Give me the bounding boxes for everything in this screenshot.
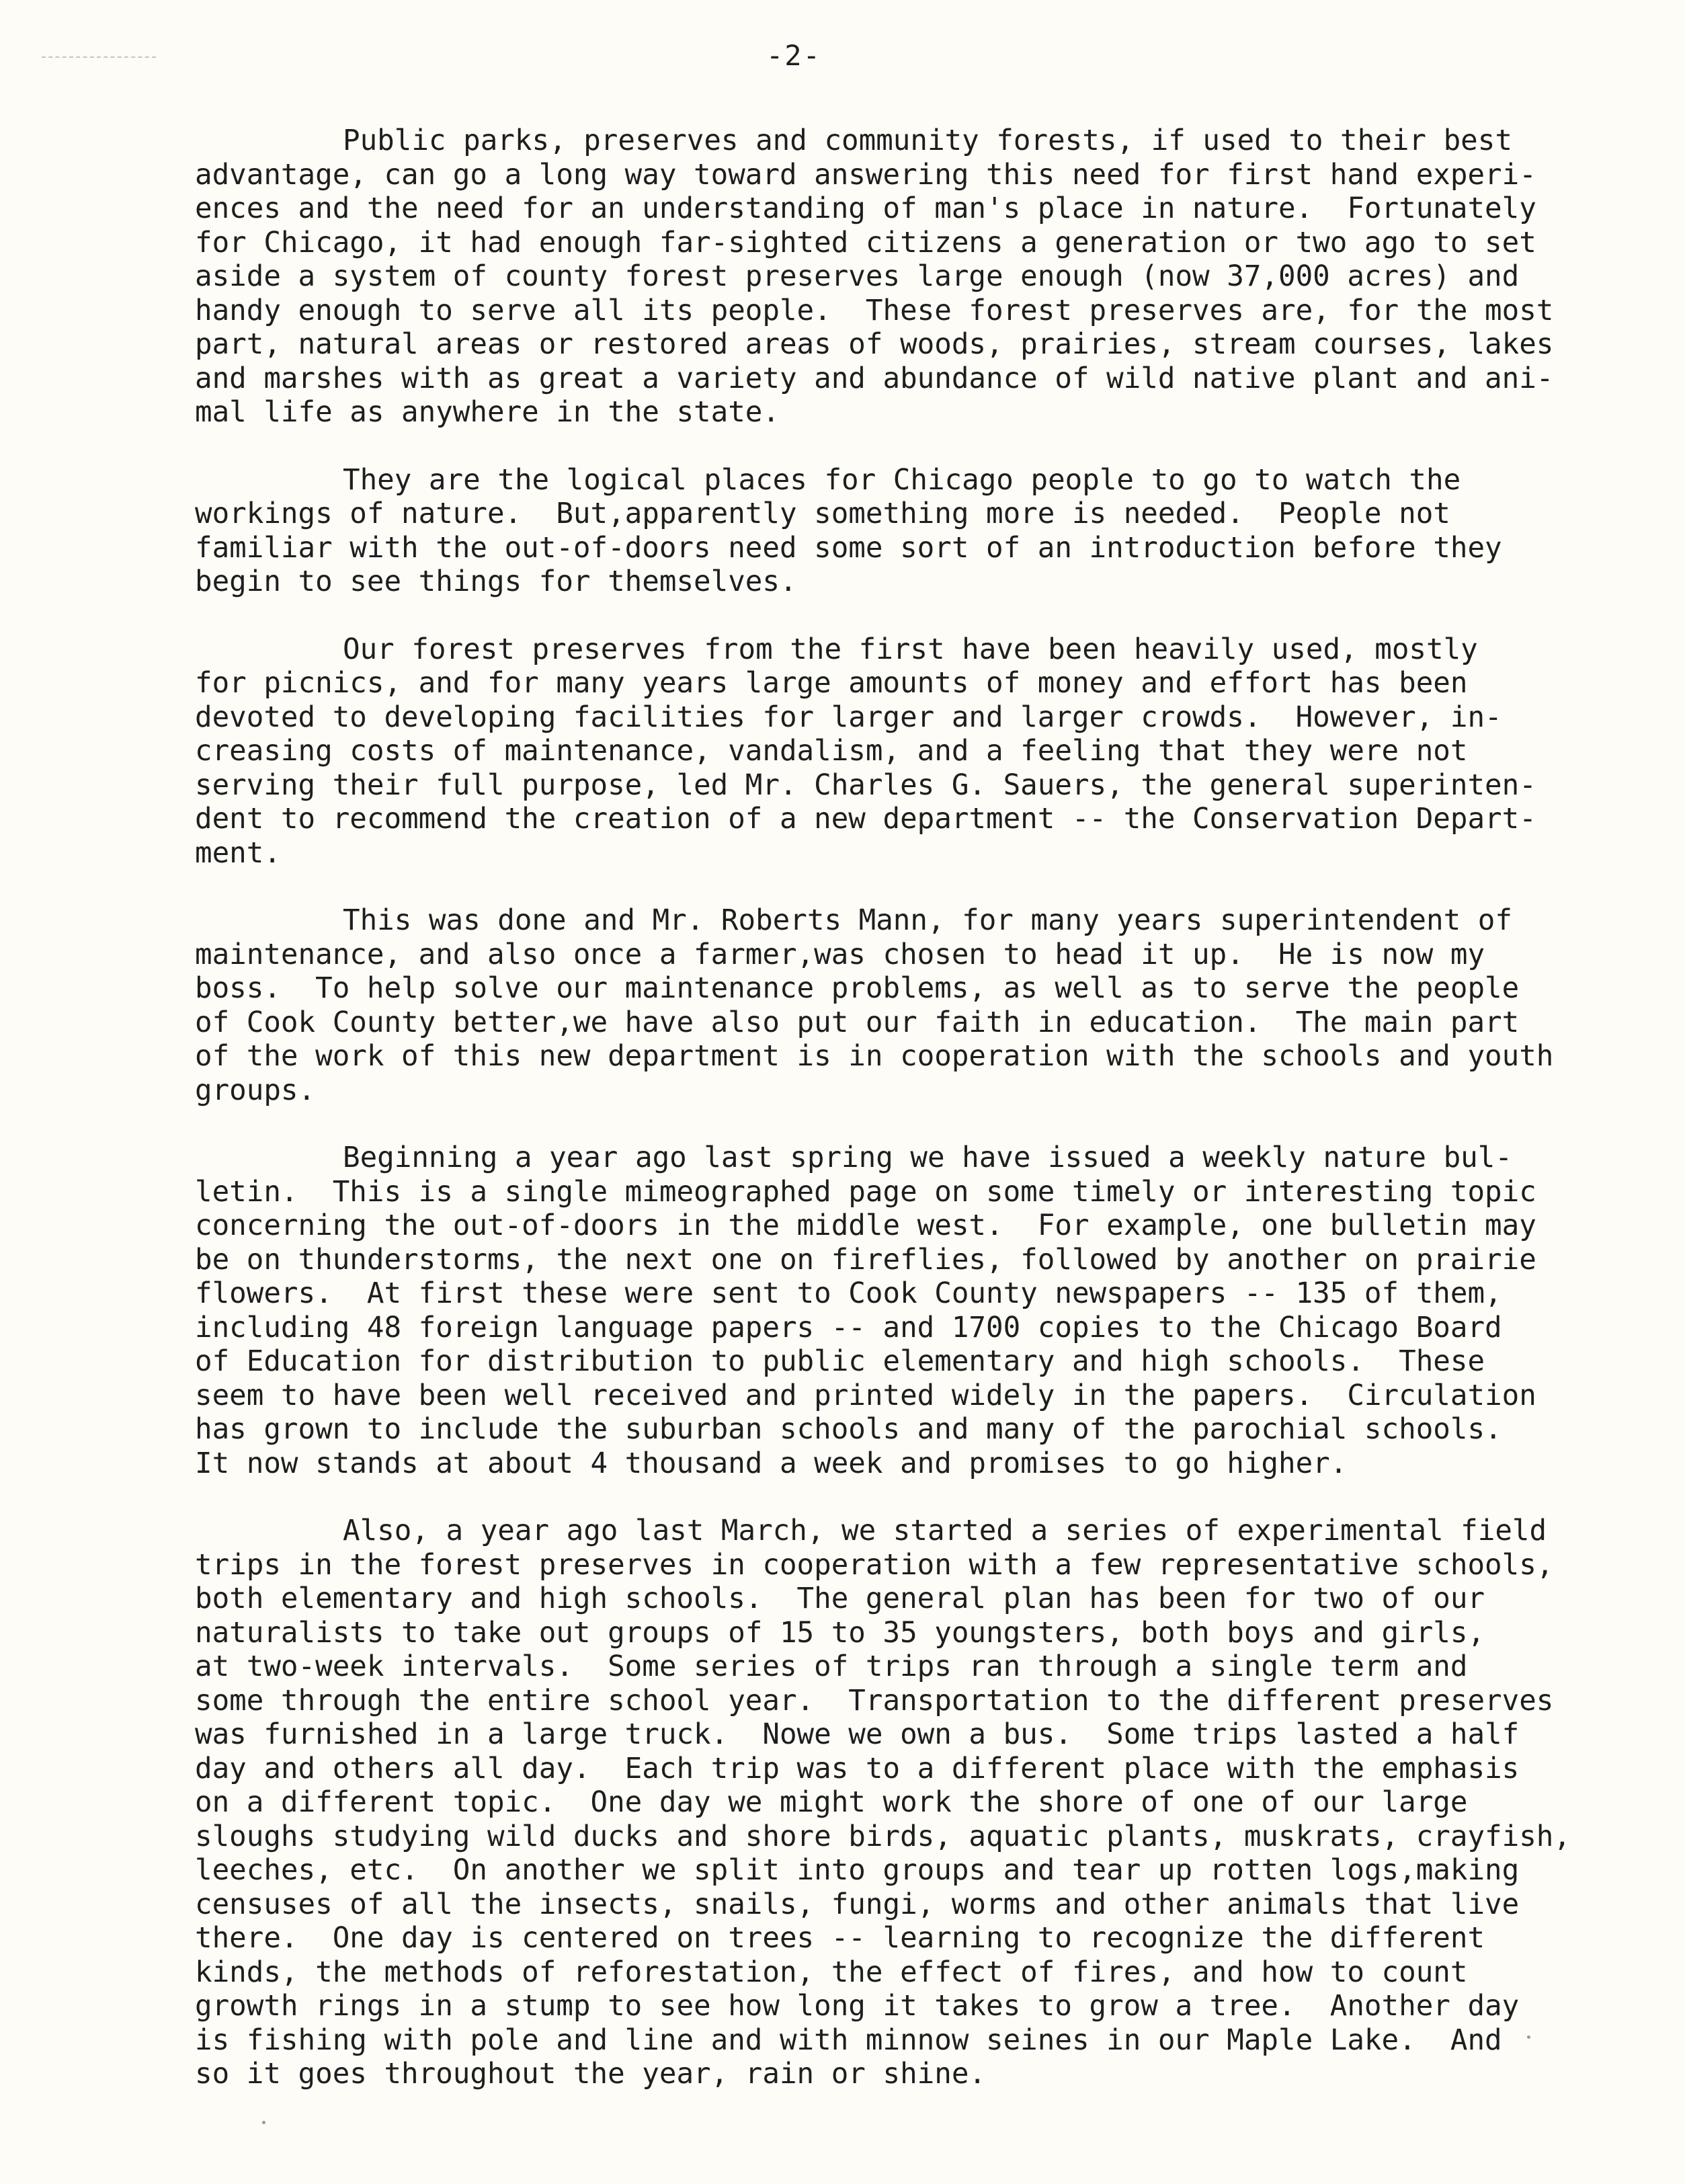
text-line: letin. This is a single mimeographed page on some timely or interesting topic: [195, 1175, 1536, 1209]
scan-smudge-mark: [42, 56, 156, 58]
text-line: sloughs studying wild ducks and shore birds, aquatic plants, muskrats, crayfish,: [195, 1820, 1571, 1853]
text-line: It now stands at about 4 thousand a week and promises to go higher.: [195, 1447, 1348, 1480]
text-line: be on thunderstorms, the next one on fireflies, followed by another on prairie: [195, 1243, 1536, 1277]
text-line: ment.: [195, 836, 281, 870]
text-line: for Chicago, it had enough far-sighted citizens a generation or two ago to set: [195, 226, 1536, 259]
paragraph-3: [195, 633, 1559, 871]
paragraph-2: [195, 464, 1559, 600]
text-line: Our forest preserves from the first have been heavily used, mostly: [343, 633, 1478, 666]
text-line: dent to recommend the creation of a new department -- the Conservation Depart-: [195, 803, 1536, 836]
text-line: on a different topic. One day we might work the shore of one of our large: [195, 1786, 1468, 1819]
paragraph-4: [195, 904, 1559, 1108]
text-line: This was done and Mr. Roberts Mann, for many years superintendent of: [343, 904, 1512, 937]
text-line: mal life as anywhere in the state.: [195, 396, 780, 429]
text-line: They are the logical places for Chicago people to go to watch the: [343, 463, 1461, 497]
text-line: aside a system of county forest preserves large enough (now 37,000 acres) and: [195, 260, 1520, 293]
text-line: naturalists to take out groups of 15 to 35 youngsters, both boys and girls,: [195, 1616, 1485, 1650]
text-line: so it goes throughout the year, rain or shine.: [195, 2058, 987, 2091]
text-line: groups.: [195, 1074, 316, 1107]
text-line: for picnics, and for many years large amounts of money and effort has been: [195, 667, 1468, 700]
text-line: both elementary and high schools. The general plan has been for two of our: [195, 1582, 1485, 1615]
text-line: Public parks, preserves and community forests, if used to their best: [343, 124, 1512, 157]
text-line: censuses of all the insects, snails, fungi, worms and other animals that live: [195, 1888, 1520, 1921]
text-line: boss. To help solve our maintenance problems, as well as to serve the people: [195, 972, 1520, 1005]
text-line: some through the entire school year. Transportation to the different preserves: [195, 1684, 1554, 1717]
text-line: Also, a year ago last March, we started a series of experimental field: [343, 1514, 1547, 1547]
paragraph-1: [195, 124, 1559, 430]
text-line: workings of nature. But,apparently something more is needed. People not: [195, 497, 1450, 530]
text-line: devoted to developing facilities for larger and larger crowds. However, in-: [195, 700, 1502, 734]
page-number: -2-: [766, 39, 821, 72]
text-line: creasing costs of maintenance, vandalism, and a feeling that they were not: [195, 735, 1468, 768]
text-line: maintenance, and also once a farmer,was chosen to head it up. He is now my: [195, 938, 1485, 971]
text-line: part, natural areas or restored areas of woods, prairies, stream courses, lakes: [195, 328, 1554, 361]
text-line: day and others all day. Each trip was to a different place with the emphasis: [195, 1752, 1520, 1785]
text-line: has grown to include the suburban schools and many of the parochial schools.: [195, 1413, 1502, 1446]
text-line: including 48 foreign language papers -- and 1700 copies to the Chicago Board: [195, 1311, 1502, 1344]
text-line: is fishing with pole and line and with minnow seines in our Maple Lake. And: [195, 2023, 1502, 2057]
text-line: Beginning a year ago last spring we have issued a weekly nature bul-: [343, 1141, 1512, 1174]
text-line: handy enough to serve all its people. These forest preserves are, for the most: [195, 294, 1554, 327]
text-line: and marshes with as great a variety and abundance of wild native plant and ani-: [195, 362, 1554, 395]
text-line: seem to have been well received and printed widely in the papers. Circulation: [195, 1379, 1536, 1412]
scan-speck: [1527, 2035, 1530, 2039]
paragraph-5: [195, 1141, 1559, 1481]
text-line: serving their full purpose, led Mr. Charles G. Sauers, the general superinten-: [195, 768, 1536, 802]
text-line: of Education for distribution to public elementary and high schools. These: [195, 1345, 1485, 1378]
text-line: was furnished in a large truck. Nowe we own a bus. Some trips lasted a half: [195, 1718, 1520, 1751]
text-line: of Cook County better,we have also put our faith in education. The main part: [195, 1006, 1520, 1039]
paragraph-6: [195, 1514, 1571, 2092]
text-line: at two-week intervals. Some series of trips ran through a single term and: [195, 1650, 1468, 1683]
text-line: kinds, the methods of reforestation, the effect of fires, and how to count: [195, 1955, 1468, 1989]
text-line: begin to see things for themselves.: [195, 565, 797, 598]
text-line: growth rings in a stump to see how long it takes to grow a tree. Another day: [195, 1990, 1520, 2023]
text-line: concerning the out-of-doors in the middle west. For example, one bulletin may: [195, 1209, 1536, 1242]
text-line: flowers. At first these were sent to Cook County newspapers -- 135 of them,: [195, 1277, 1502, 1310]
text-line: there. One day is centered on trees -- learning to recognize the different: [195, 1922, 1485, 1955]
text-line: leeches, etc. On another we split into groups and tear up rotten logs,making: [195, 1854, 1520, 1887]
text-line: familiar with the out-of-doors need some sort of an introduction before they: [195, 531, 1502, 565]
text-line: advantage, can go a long way toward answering this need for first hand experi-: [195, 158, 1536, 192]
text-line: of the work of this new department is in cooperation with the schools and youth: [195, 1040, 1554, 1073]
text-line: trips in the forest preserves in cooperation with a few representative schools,: [195, 1548, 1554, 1582]
text-line: ences and the need for an understanding of man's place in nature. Fortunately: [195, 192, 1536, 225]
body-text: [195, 124, 1571, 2126]
scan-speck: [262, 2121, 265, 2124]
